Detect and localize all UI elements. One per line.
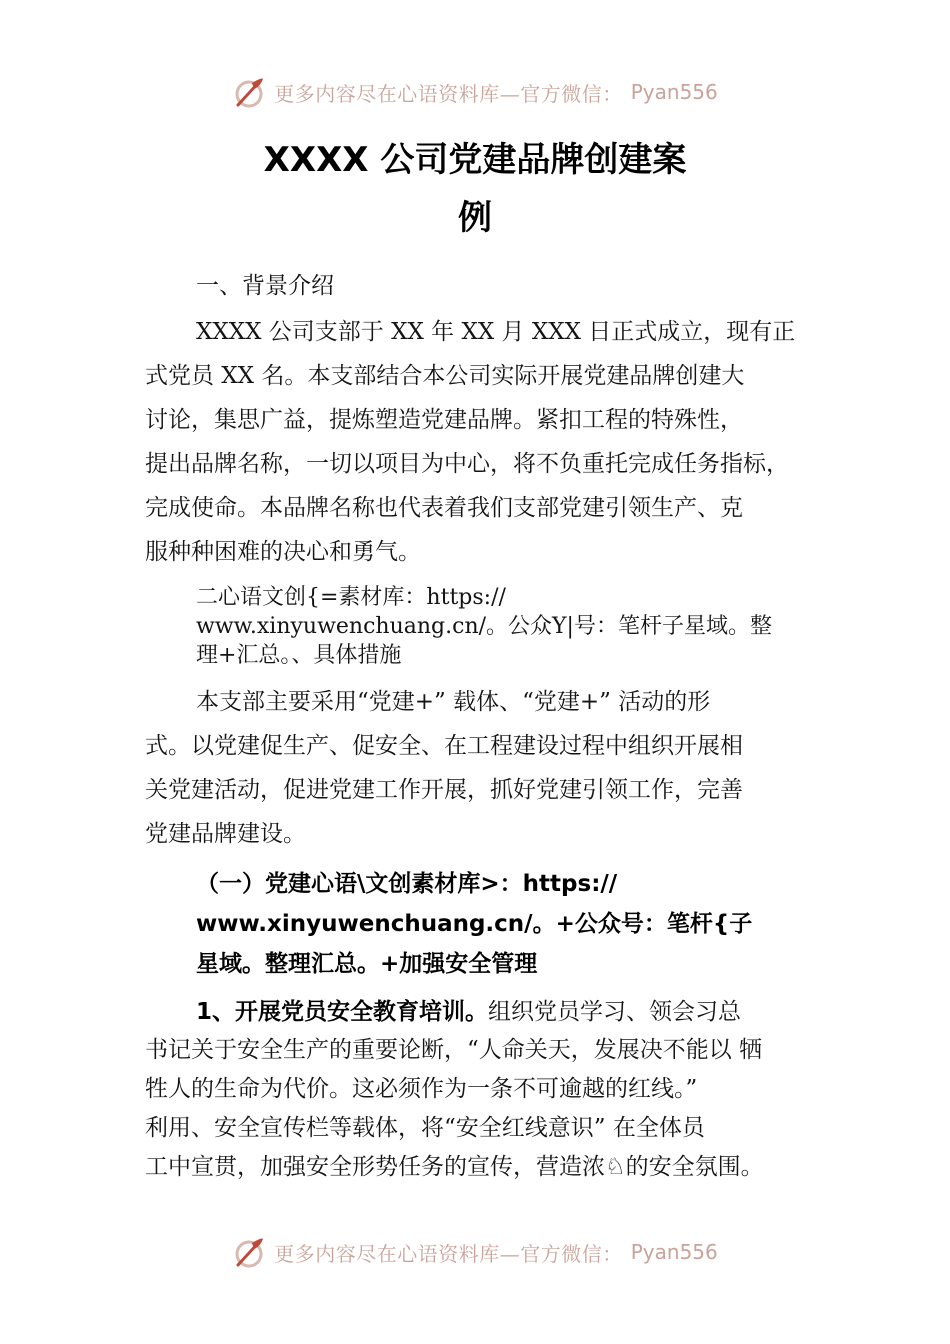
section-heading-background: 一、背景介绍 (196, 273, 334, 299)
paragraph-line: 式。以党建促生产、促安全、在工程建设过程中组织开展相 (145, 733, 743, 759)
paragraph-line: 书记关于安全生产的重要论断，“人命关天，发展决不能以 牺 (145, 1037, 763, 1063)
subheading-line: 星域。整理汇总。+加强安全管理 (196, 951, 538, 977)
banner-text: 更多内容尽在心语资料库—官方微信： (274, 81, 623, 106)
paragraph-line: XXXX 公司支部于 XX 年 XX 月 XXX 日正式成立，现有正 (196, 319, 796, 345)
banner-text: 更多内容尽在心语资料库—官方微信： (274, 1241, 623, 1266)
mixed-heading-line: www.xinyuwenchuang.cn/。公众Y|号：笔杆子星域。整 (196, 614, 772, 639)
paragraph-line: 党建品牌建设。 (145, 821, 306, 847)
paragraph-line: 完成使命。本品牌名称也代表着我们支部党建引领生产、克 (145, 495, 743, 521)
banner-wechat-id: Pyan556 (630, 80, 718, 104)
footer-banner (0, 1232, 950, 1272)
paragraph-line: 服种种困难的决心和勇气。 (145, 539, 421, 565)
subheading-line: www.xinyuwenchuang.cn/。+公众号：笔杆{子 (196, 911, 753, 937)
quill-logo-icon (232, 1235, 266, 1269)
banner-wechat-id: Pyan556 (630, 1240, 718, 1264)
quill-logo-icon (232, 75, 266, 109)
document-title-line1: XXXX 公司党建品牌创建案 (263, 140, 687, 180)
document-title-line2: 例 (458, 198, 492, 238)
mixed-heading-line: 二心语文创{=素材库：https:// (196, 585, 506, 610)
item-lead: 1、开展党员安全教育培训。 (196, 999, 489, 1025)
paragraph-line: 关党建活动，促进党建工作开展，抓好党建引领工作，完善 (145, 777, 743, 803)
paragraph-line: 讨论，集思广益，提炼塑造党建品牌。紧扣工程的特殊性， (145, 407, 743, 433)
paragraph-line: 式党员 XX 名。本支部结合本公司实际开展党建品牌创建大 (145, 363, 745, 389)
paragraph-line: 利用、安全宣传栏等载体，将“安全红线意识” 在全体员 (145, 1115, 705, 1141)
paragraph-line: 提出品牌名称，一切以项目为中心，将不负重托完成任务指标， (145, 451, 789, 477)
header-banner (0, 72, 950, 112)
paragraph-line: 工中宣贯，加强安全形势任务的宣传，营造浓♘的安全氛围。 (145, 1154, 764, 1180)
subheading-line: （一）党建心语\文创素材库>：https:// (196, 871, 618, 897)
mixed-heading-line: 理+汇总。、具体措施 (196, 643, 402, 668)
paragraph-line: 本支部主要采用“党建+” 载体、“党建+” 活动的形 (196, 689, 711, 715)
paragraph-line: 牲人的生命为代价。这必须作为一条不可逾越的红线。” (145, 1076, 698, 1102)
item-first-rest: 组织党员学习、领会习总 (488, 999, 742, 1025)
